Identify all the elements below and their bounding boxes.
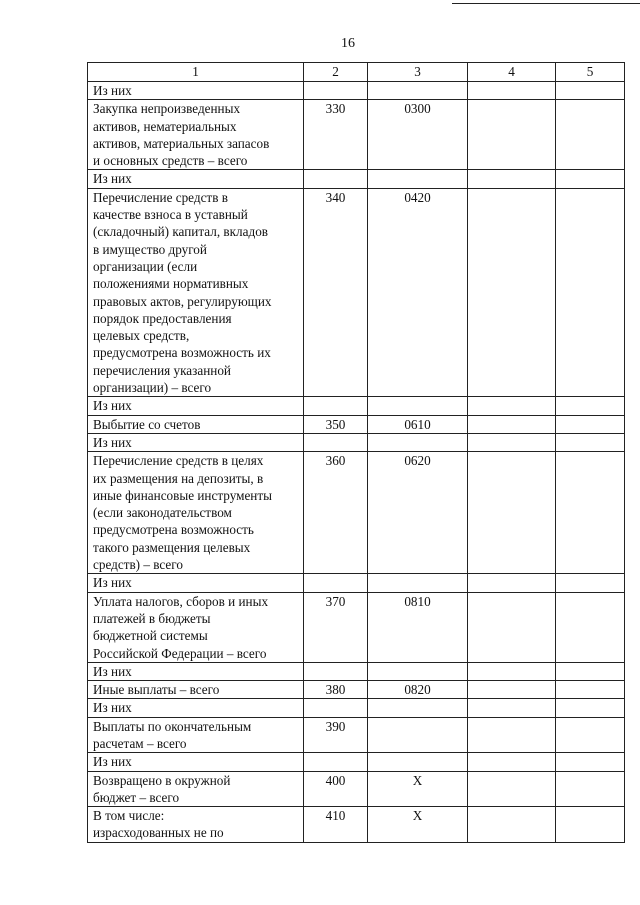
report-table	[87, 62, 625, 843]
row-analytics-code	[368, 397, 468, 415]
row-line-code: 340	[304, 188, 368, 397]
row-value-col5	[556, 574, 625, 592]
row-label: Иные выплаты – всего	[88, 681, 304, 699]
row-value-col4	[468, 771, 556, 807]
row-label: Из них	[88, 82, 304, 100]
row-value-col4	[468, 415, 556, 433]
table-row	[88, 188, 625, 397]
table-row	[88, 397, 625, 415]
row-value-col4	[468, 753, 556, 771]
row-line-code	[304, 170, 368, 188]
row-line-code: 410	[304, 807, 368, 843]
row-line-code	[304, 397, 368, 415]
row-label: Выплаты по окончательным расчетам – всего	[88, 717, 304, 753]
row-value-col4	[468, 574, 556, 592]
column-header-5: 5	[556, 63, 625, 82]
row-analytics-code: 0420	[368, 188, 468, 397]
column-header-3: 3	[368, 63, 468, 82]
row-label: Перечисление средств в целях их размещения на депозиты, в иные финансовые инструменты (если законодательством предусмотрена возможность такого размещения целевых средств) – всего	[88, 452, 304, 574]
table-row	[88, 753, 625, 771]
row-value-col4	[468, 452, 556, 574]
row-value-col5	[556, 170, 625, 188]
row-value-col5	[556, 82, 625, 100]
table-row	[88, 100, 625, 170]
row-line-code: 330	[304, 100, 368, 170]
row-value-col4	[468, 807, 556, 843]
row-value-col4	[468, 188, 556, 397]
row-value-col5	[556, 100, 625, 170]
table-row	[88, 574, 625, 592]
row-label: Из них	[88, 662, 304, 680]
row-value-col4	[468, 397, 556, 415]
row-value-col4	[468, 699, 556, 717]
row-value-col4	[468, 170, 556, 188]
row-analytics-code: 0300	[368, 100, 468, 170]
row-analytics-code	[368, 433, 468, 451]
row-label: Из них	[88, 433, 304, 451]
row-value-col5	[556, 397, 625, 415]
table-row	[88, 807, 625, 843]
row-value-col4	[468, 717, 556, 753]
row-label: Из них	[88, 699, 304, 717]
table-row	[88, 592, 625, 662]
row-value-col4	[468, 100, 556, 170]
row-line-code	[304, 753, 368, 771]
table-row	[88, 681, 625, 699]
row-analytics-code: X	[368, 771, 468, 807]
row-value-col5	[556, 433, 625, 451]
row-value-col5	[556, 753, 625, 771]
row-analytics-code: 0820	[368, 681, 468, 699]
row-label: В том числе: израсходованных не по	[88, 807, 304, 843]
header-rule	[452, 3, 640, 4]
row-analytics-code	[368, 82, 468, 100]
table-row	[88, 415, 625, 433]
row-label: Выбытие со счетов	[88, 415, 304, 433]
row-label: Из них	[88, 397, 304, 415]
row-value-col4	[468, 681, 556, 699]
table-row	[88, 170, 625, 188]
row-value-col4	[468, 433, 556, 451]
table-row	[88, 82, 625, 100]
row-line-code: 370	[304, 592, 368, 662]
row-label: Уплата налогов, сборов и иных платежей в бюджеты бюджетной системы Российской Федерации – всего	[88, 592, 304, 662]
table-row	[88, 717, 625, 753]
column-header-4: 4	[468, 63, 556, 82]
report-table-body	[88, 63, 625, 843]
row-analytics-code	[368, 574, 468, 592]
row-line-code	[304, 574, 368, 592]
row-value-col5	[556, 771, 625, 807]
row-analytics-code: 0610	[368, 415, 468, 433]
row-value-col5	[556, 415, 625, 433]
row-value-col5	[556, 188, 625, 397]
column-header-2: 2	[304, 63, 368, 82]
page-number: 16	[341, 36, 355, 51]
table-row	[88, 662, 625, 680]
table-row	[88, 699, 625, 717]
row-line-code: 350	[304, 415, 368, 433]
row-line-code: 360	[304, 452, 368, 574]
row-value-col5	[556, 662, 625, 680]
row-line-code	[304, 699, 368, 717]
row-value-col5	[556, 717, 625, 753]
row-value-col5	[556, 452, 625, 574]
row-line-code	[304, 662, 368, 680]
row-label: Из них	[88, 170, 304, 188]
row-label: Из них	[88, 574, 304, 592]
row-value-col5	[556, 681, 625, 699]
row-value-col4	[468, 592, 556, 662]
row-line-code: 400	[304, 771, 368, 807]
row-analytics-code	[368, 717, 468, 753]
row-label: Закупка непроизведенных активов, нематериальных активов, материальных запасов и основных средств – всего	[88, 100, 304, 170]
column-header-1: 1	[88, 63, 304, 82]
table-row	[88, 452, 625, 574]
row-line-code	[304, 82, 368, 100]
row-label: Возвращено в окружной бюджет – всего	[88, 771, 304, 807]
table-row	[88, 433, 625, 451]
row-label: Перечисление средств в качестве взноса в уставный (складочный) капитал, вкладов в имущество другой организации (если положениями нормативных правовых актов, регулирующих порядок предоставления целевых средств, предусмотрена возможность их перечисления указанной организации) – всего	[88, 188, 304, 397]
row-line-code	[304, 433, 368, 451]
row-value-col4	[468, 662, 556, 680]
row-analytics-code: X	[368, 807, 468, 843]
row-analytics-code	[368, 170, 468, 188]
row-value-col4	[468, 82, 556, 100]
row-value-col5	[556, 592, 625, 662]
row-value-col5	[556, 699, 625, 717]
row-label: Из них	[88, 753, 304, 771]
row-analytics-code	[368, 753, 468, 771]
row-analytics-code: 0810	[368, 592, 468, 662]
table-row	[88, 771, 625, 807]
row-value-col5	[556, 807, 625, 843]
column-number-row	[88, 63, 625, 82]
row-analytics-code: 0620	[368, 452, 468, 574]
row-analytics-code	[368, 699, 468, 717]
row-line-code: 380	[304, 681, 368, 699]
row-line-code: 390	[304, 717, 368, 753]
row-analytics-code	[368, 662, 468, 680]
